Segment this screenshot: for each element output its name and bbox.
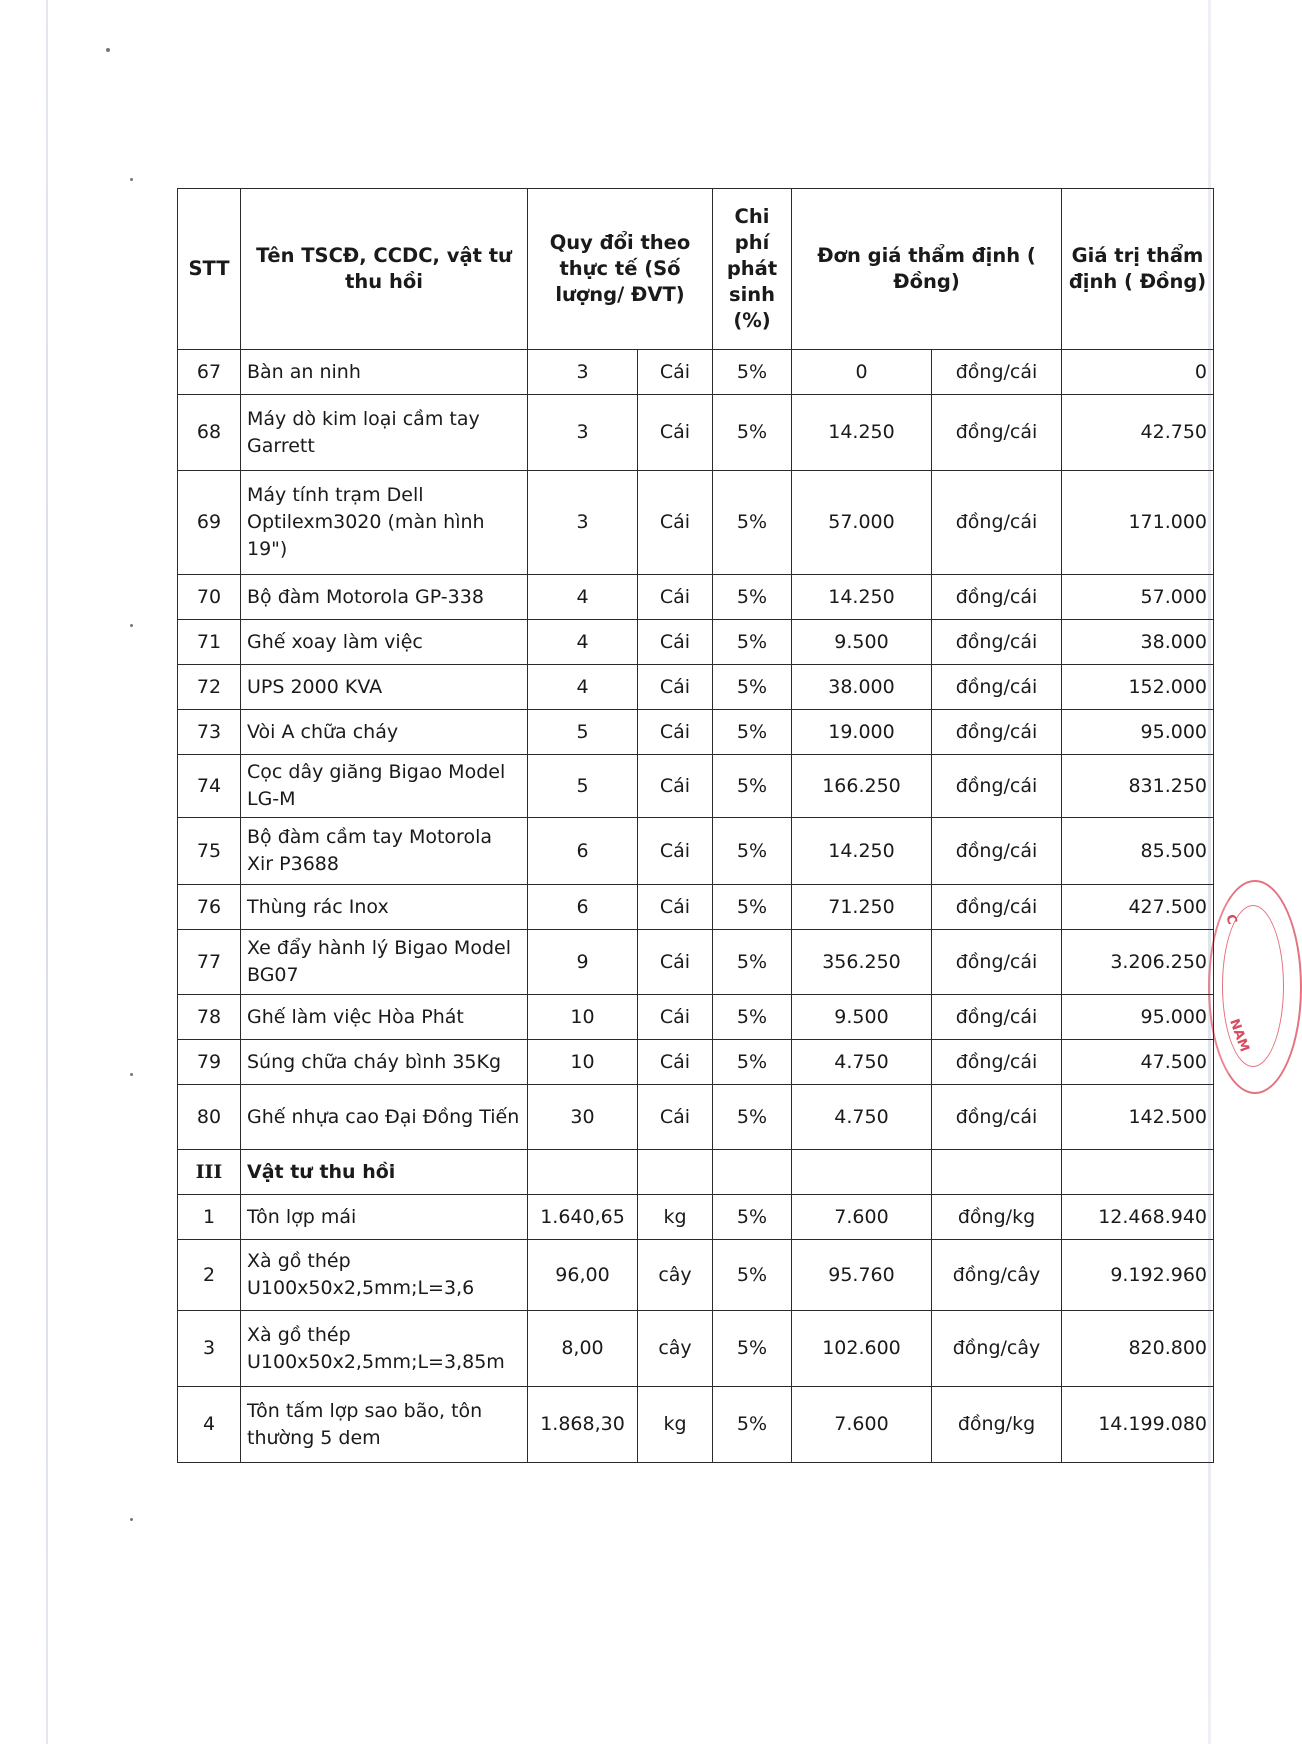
- row-cost-percent: 5%: [713, 1387, 792, 1463]
- table-row: [178, 395, 1214, 471]
- row-stt: 69: [178, 471, 241, 575]
- row-name: Xà gồ thép U100x50x2,5mm;L=3,85m: [241, 1311, 528, 1387]
- row-quantity-unit: Cái: [638, 1040, 713, 1085]
- row-stt: 1: [178, 1195, 241, 1240]
- row-unit-price: 9.500: [792, 620, 932, 665]
- empty-cell: [713, 1150, 792, 1195]
- row-cost-percent: 5%: [713, 1085, 792, 1150]
- row-value: 12.468.940: [1062, 1195, 1214, 1240]
- row-value: 14.199.080: [1062, 1387, 1214, 1463]
- row-stt: 76: [178, 885, 241, 930]
- scan-speck: [130, 1073, 133, 1076]
- row-cost-percent: 5%: [713, 620, 792, 665]
- row-value: 9.192.960: [1062, 1240, 1214, 1311]
- row-quantity-unit: Cái: [638, 710, 713, 755]
- table-row: [178, 710, 1214, 755]
- row-cost-percent: 5%: [713, 930, 792, 995]
- table-row: [178, 665, 1214, 710]
- table-row: [178, 930, 1214, 995]
- row-unit-price: 95.760: [792, 1240, 932, 1311]
- row-quantity: 9: [528, 930, 638, 995]
- row-name: UPS 2000 KVA: [241, 665, 528, 710]
- row-cost-percent: 5%: [713, 995, 792, 1040]
- row-quantity-unit: cây: [638, 1240, 713, 1311]
- row-name: Máy dò kim loại cầm tay Garrett: [241, 395, 528, 471]
- row-unit-price: 14.250: [792, 575, 932, 620]
- row-unit-price: 166.250: [792, 755, 932, 818]
- row-stt: 68: [178, 395, 241, 471]
- row-value: 820.800: [1062, 1311, 1214, 1387]
- row-price-unit: đồng/cái: [932, 620, 1062, 665]
- row-quantity: 3: [528, 471, 638, 575]
- row-quantity: 3: [528, 350, 638, 395]
- table-row: [178, 620, 1214, 665]
- scan-speck: [130, 178, 133, 181]
- row-price-unit: đồng/cái: [932, 818, 1062, 885]
- scan-speck: [106, 48, 110, 52]
- page-edge-left: [46, 0, 48, 1744]
- row-quantity-unit: Cái: [638, 395, 713, 471]
- row-value: 3.206.250: [1062, 930, 1214, 995]
- row-quantity: 4: [528, 575, 638, 620]
- row-name: Cọc dây giăng Bigao Model LG-M: [241, 755, 528, 818]
- table-row: [178, 1240, 1214, 1311]
- row-name: Tôn lợp mái: [241, 1195, 528, 1240]
- row-value: 427.500: [1062, 885, 1214, 930]
- row-unit-price: 4.750: [792, 1085, 932, 1150]
- row-price-unit: đồng/cái: [932, 1040, 1062, 1085]
- row-stt: 77: [178, 930, 241, 995]
- table-row: [178, 1195, 1214, 1240]
- section-stt: III: [178, 1150, 241, 1195]
- header-name: Tên TSCĐ, CCDC, vật tư thu hồi: [241, 189, 528, 350]
- row-stt: 79: [178, 1040, 241, 1085]
- row-unit-price: 57.000: [792, 471, 932, 575]
- row-name: Thùng rác Inox: [241, 885, 528, 930]
- section-row: [178, 1150, 1214, 1195]
- row-unit-price: 102.600: [792, 1311, 932, 1387]
- row-quantity: 1.640,65: [528, 1195, 638, 1240]
- row-name: Súng chữa cháy bình 35Kg: [241, 1040, 528, 1085]
- table-row: [178, 1040, 1214, 1085]
- table-header-row: [178, 189, 1214, 350]
- row-name: Xà gồ thép U100x50x2,5mm;L=3,6: [241, 1240, 528, 1311]
- row-price-unit: đồng/cây: [932, 1240, 1062, 1311]
- table-row: [178, 1387, 1214, 1463]
- row-value: 831.250: [1062, 755, 1214, 818]
- empty-cell: [638, 1150, 713, 1195]
- row-quantity-unit: cây: [638, 1311, 713, 1387]
- row-price-unit: đồng/cái: [932, 575, 1062, 620]
- row-unit-price: 9.500: [792, 995, 932, 1040]
- table-row: [178, 995, 1214, 1040]
- header-stt: STT: [178, 189, 241, 350]
- row-value: 57.000: [1062, 575, 1214, 620]
- empty-cell: [792, 1150, 932, 1195]
- table-row: [178, 1085, 1214, 1150]
- row-value: 38.000: [1062, 620, 1214, 665]
- row-quantity: 8,00: [528, 1311, 638, 1387]
- row-value: 171.000: [1062, 471, 1214, 575]
- row-name: Ghế làm việc Hòa Phát: [241, 995, 528, 1040]
- row-cost-percent: 5%: [713, 395, 792, 471]
- header-cost: Chi phí phát sinh (%): [713, 189, 792, 350]
- row-price-unit: đồng/cái: [932, 755, 1062, 818]
- scan-speck: [130, 1518, 133, 1521]
- row-quantity: 6: [528, 818, 638, 885]
- row-cost-percent: 5%: [713, 710, 792, 755]
- row-quantity-unit: Cái: [638, 755, 713, 818]
- row-quantity-unit: Cái: [638, 930, 713, 995]
- row-name: Máy tính trạm Dell Optilexm3020 (màn hình 19"): [241, 471, 528, 575]
- row-quantity-unit: kg: [638, 1387, 713, 1463]
- row-cost-percent: 5%: [713, 818, 792, 885]
- row-quantity: 10: [528, 1040, 638, 1085]
- row-price-unit: đồng/cái: [932, 350, 1062, 395]
- row-price-unit: đồng/cái: [932, 665, 1062, 710]
- row-value: 42.750: [1062, 395, 1214, 471]
- row-stt: 80: [178, 1085, 241, 1150]
- row-name: Bàn an ninh: [241, 350, 528, 395]
- scan-speck: [130, 624, 133, 627]
- row-price-unit: đồng/kg: [932, 1195, 1062, 1240]
- row-cost-percent: 5%: [713, 350, 792, 395]
- row-quantity-unit: kg: [638, 1195, 713, 1240]
- table-row: [178, 885, 1214, 930]
- row-quantity: 1.868,30: [528, 1387, 638, 1463]
- row-quantity: 30: [528, 1085, 638, 1150]
- row-quantity: 4: [528, 620, 638, 665]
- row-unit-price: 7.600: [792, 1387, 932, 1463]
- row-quantity-unit: Cái: [638, 1085, 713, 1150]
- row-quantity-unit: Cái: [638, 575, 713, 620]
- row-stt: 67: [178, 350, 241, 395]
- table-row: [178, 350, 1214, 395]
- header-unit-price: Đơn giá thẩm định ( Đồng): [792, 189, 1062, 350]
- section-name: Vật tư thu hồi: [241, 1150, 528, 1195]
- table-row: [178, 471, 1214, 575]
- row-price-unit: đồng/cái: [932, 710, 1062, 755]
- row-cost-percent: 5%: [713, 1240, 792, 1311]
- empty-cell: [932, 1150, 1062, 1195]
- row-value: 85.500: [1062, 818, 1214, 885]
- header-value: Giá trị thẩm định ( Đồng): [1062, 189, 1214, 350]
- row-unit-price: 7.600: [792, 1195, 932, 1240]
- row-stt: 72: [178, 665, 241, 710]
- row-name: Bộ đàm cầm tay Motorola Xir P3688: [241, 818, 528, 885]
- row-quantity: 5: [528, 710, 638, 755]
- row-stt: 71: [178, 620, 241, 665]
- row-value: 152.000: [1062, 665, 1214, 710]
- row-name: Ghế nhựa cao Đại Đồng Tiến: [241, 1085, 528, 1150]
- row-quantity: 96,00: [528, 1240, 638, 1311]
- row-cost-percent: 5%: [713, 471, 792, 575]
- row-quantity: 10: [528, 995, 638, 1040]
- row-cost-percent: 5%: [713, 575, 792, 620]
- row-price-unit: đồng/cái: [932, 995, 1062, 1040]
- row-quantity-unit: Cái: [638, 350, 713, 395]
- row-unit-price: 4.750: [792, 1040, 932, 1085]
- row-stt: 74: [178, 755, 241, 818]
- row-unit-price: 71.250: [792, 885, 932, 930]
- row-value: 142.500: [1062, 1085, 1214, 1150]
- row-value: 95.000: [1062, 710, 1214, 755]
- table-row: [178, 575, 1214, 620]
- row-unit-price: 14.250: [792, 395, 932, 471]
- table-row: [178, 818, 1214, 885]
- empty-cell: [528, 1150, 638, 1195]
- row-quantity-unit: Cái: [638, 471, 713, 575]
- row-stt: 73: [178, 710, 241, 755]
- empty-cell: [1062, 1150, 1214, 1195]
- row-unit-price: 19.000: [792, 710, 932, 755]
- row-cost-percent: 5%: [713, 885, 792, 930]
- row-price-unit: đồng/cái: [932, 930, 1062, 995]
- row-price-unit: đồng/cái: [932, 885, 1062, 930]
- row-stt: 70: [178, 575, 241, 620]
- row-quantity-unit: Cái: [638, 665, 713, 710]
- stamp-text: NAM: [1226, 1017, 1252, 1054]
- row-quantity: 5: [528, 755, 638, 818]
- row-price-unit: đồng/kg: [932, 1387, 1062, 1463]
- row-stt: 78: [178, 995, 241, 1040]
- header-quantity: Quy đổi theo thực tế (Số lượng/ ĐVT): [528, 189, 713, 350]
- row-value: 95.000: [1062, 995, 1214, 1040]
- row-quantity-unit: Cái: [638, 995, 713, 1040]
- row-value: 0: [1062, 350, 1214, 395]
- row-quantity-unit: Cái: [638, 818, 713, 885]
- row-name: Vòi A chữa cháy: [241, 710, 528, 755]
- row-unit-price: 38.000: [792, 665, 932, 710]
- row-stt: 4: [178, 1387, 241, 1463]
- row-stt: 2: [178, 1240, 241, 1311]
- row-value: 47.500: [1062, 1040, 1214, 1085]
- row-quantity-unit: Cái: [638, 885, 713, 930]
- red-seal-stamp-inner: [1222, 905, 1284, 1067]
- table-row: [178, 1311, 1214, 1387]
- row-quantity-unit: Cái: [638, 620, 713, 665]
- row-price-unit: đồng/cái: [932, 395, 1062, 471]
- row-cost-percent: 5%: [713, 755, 792, 818]
- row-name: Xe đẩy hành lý Bigao Model BG07: [241, 930, 528, 995]
- row-quantity: 3: [528, 395, 638, 471]
- row-name: Ghế xoay làm việc: [241, 620, 528, 665]
- row-quantity: 6: [528, 885, 638, 930]
- row-unit-price: 14.250: [792, 818, 932, 885]
- row-name: Bộ đàm Motorola GP-338: [241, 575, 528, 620]
- row-name: Tôn tấm lợp sao bão, tôn thường 5 dem: [241, 1387, 528, 1463]
- row-unit-price: 0: [792, 350, 932, 395]
- row-price-unit: đồng/cây: [932, 1311, 1062, 1387]
- row-cost-percent: 5%: [713, 1195, 792, 1240]
- table-row: [178, 755, 1214, 818]
- row-cost-percent: 5%: [713, 1040, 792, 1085]
- row-cost-percent: 5%: [713, 1311, 792, 1387]
- row-stt: 3: [178, 1311, 241, 1387]
- row-stt: 75: [178, 818, 241, 885]
- asset-valuation-table: [177, 188, 1214, 1463]
- row-cost-percent: 5%: [713, 665, 792, 710]
- row-unit-price: 356.250: [792, 930, 932, 995]
- stamp-text: C: [1222, 912, 1240, 927]
- row-price-unit: đồng/cái: [932, 471, 1062, 575]
- row-price-unit: đồng/cái: [932, 1085, 1062, 1150]
- row-quantity: 4: [528, 665, 638, 710]
